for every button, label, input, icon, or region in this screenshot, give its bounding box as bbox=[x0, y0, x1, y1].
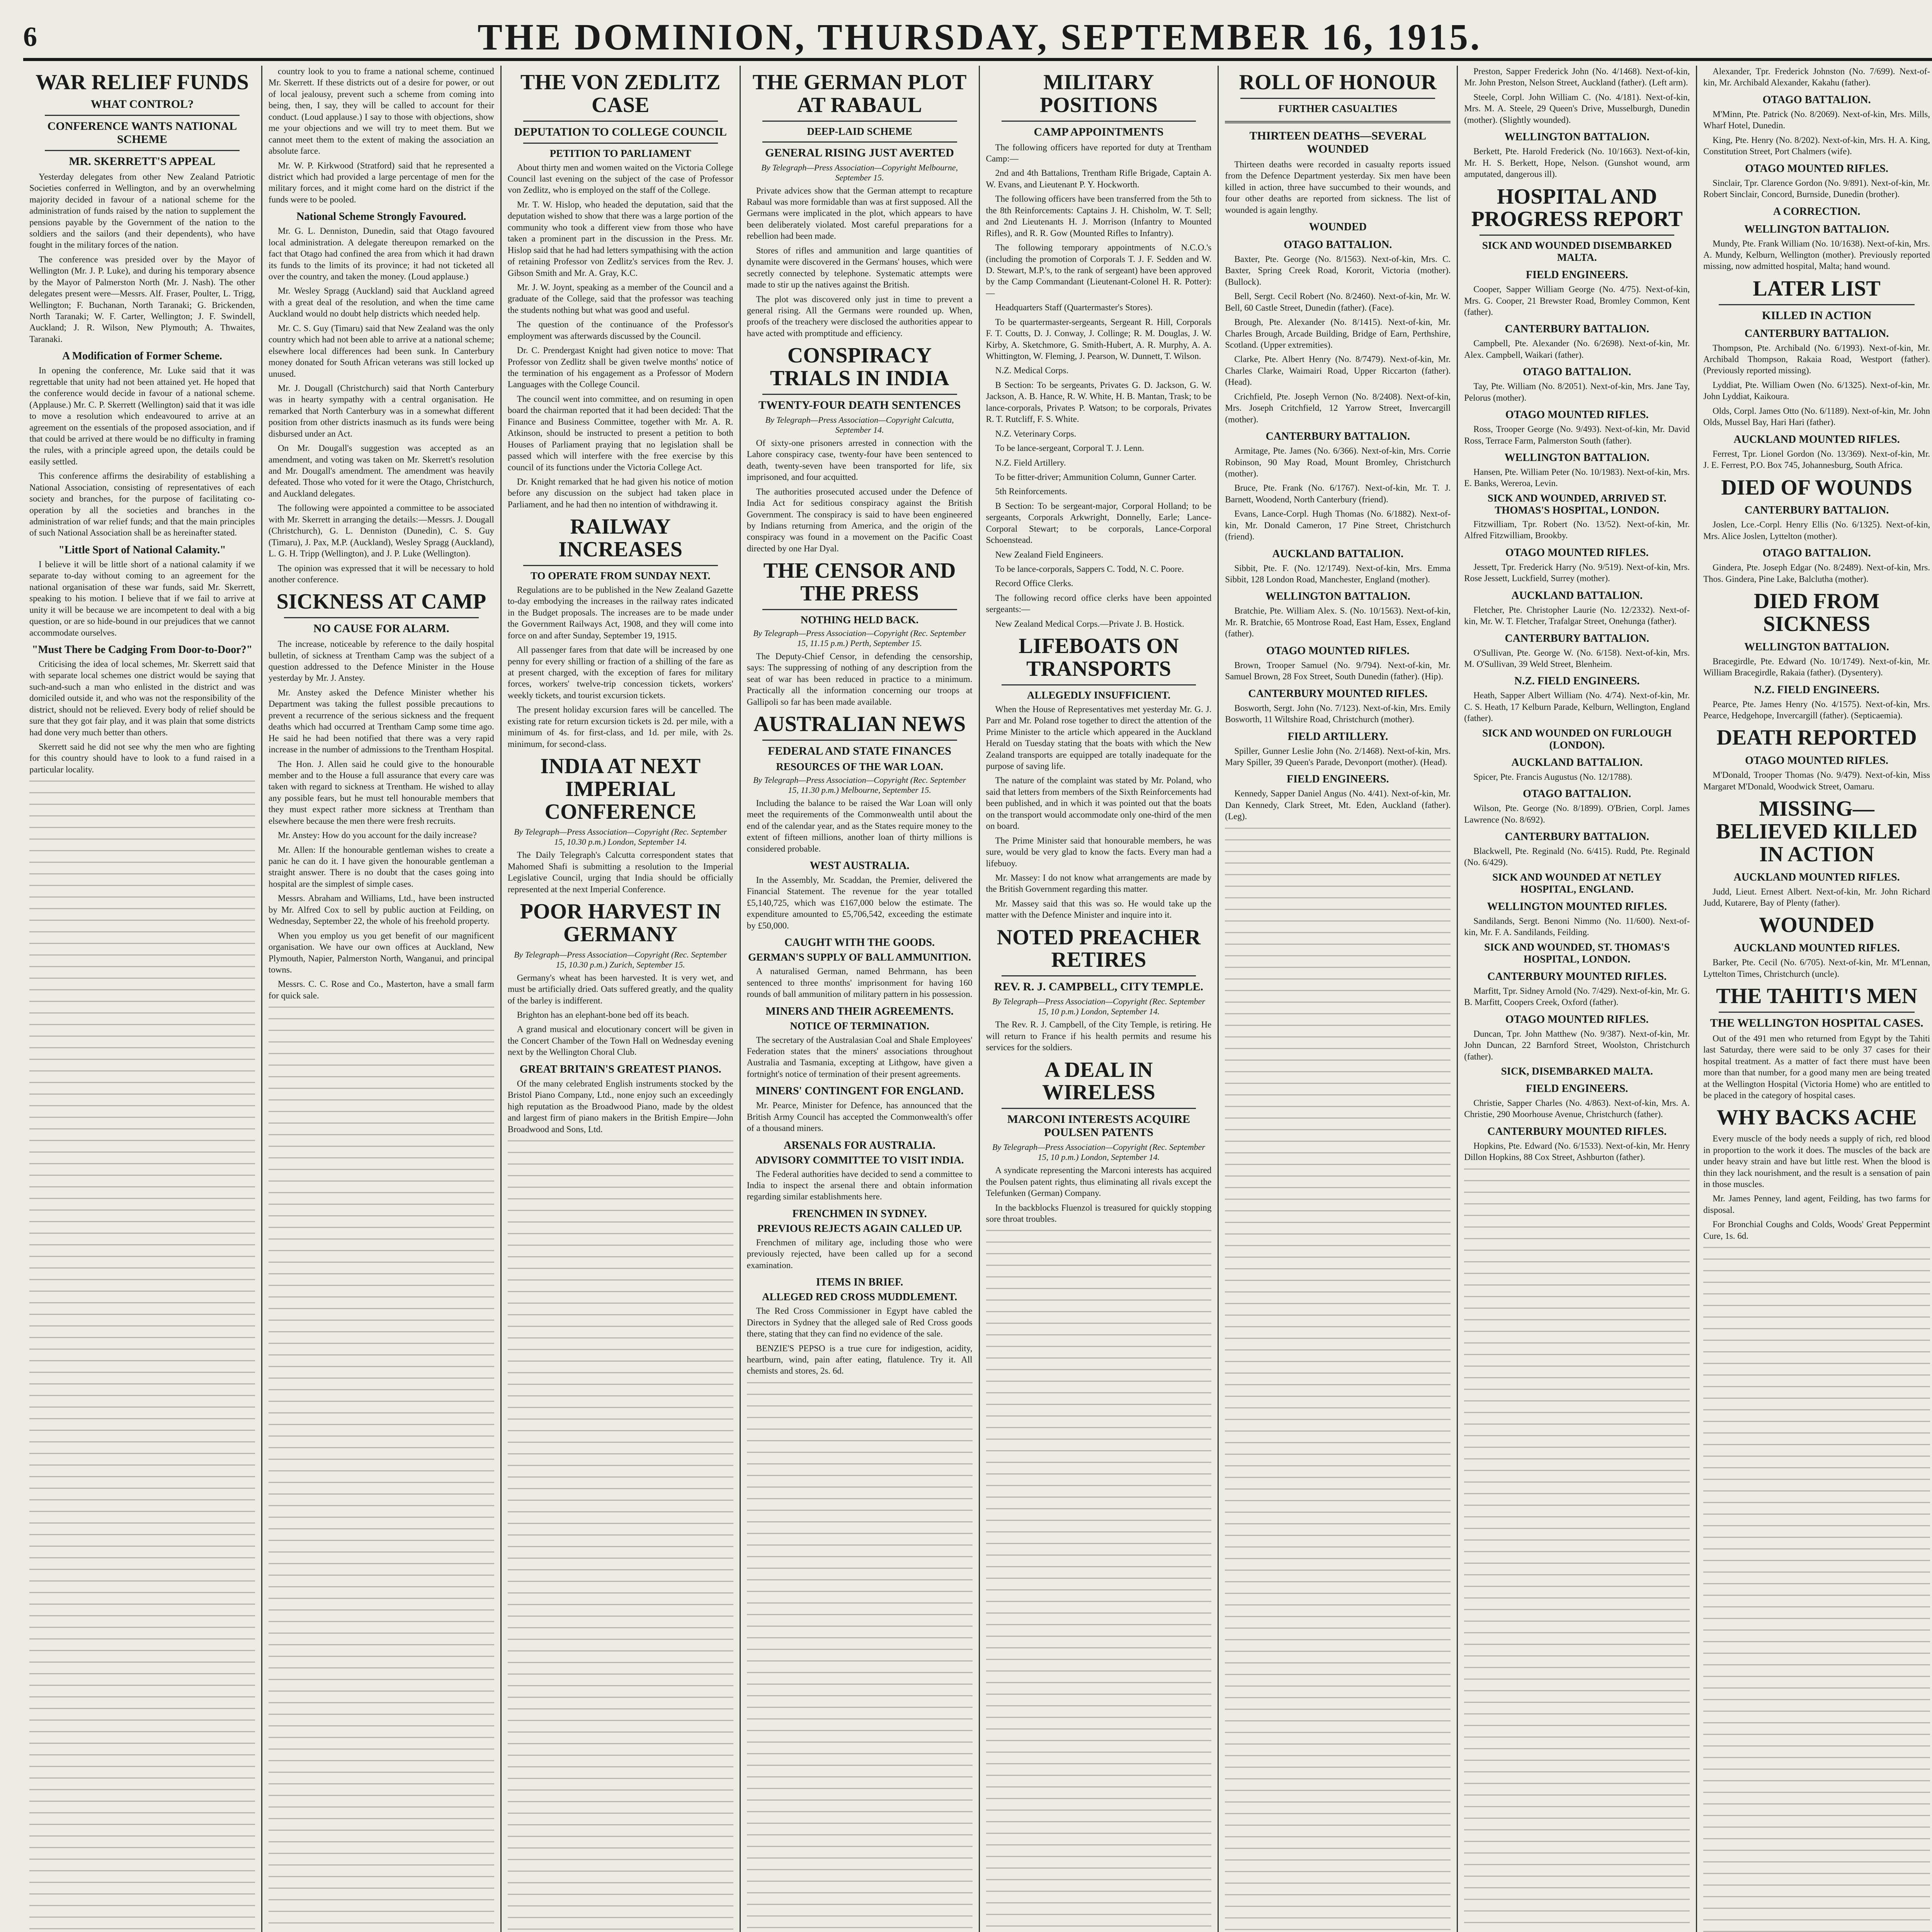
subheadline-small: PETITION TO PARLIAMENT bbox=[549, 147, 691, 159]
subheadline: WHAT CONTROL? bbox=[90, 97, 194, 111]
paragraph: To be fitter-driver; Ammunition Column, Gunner Carter. bbox=[995, 472, 1196, 482]
column-text-filler bbox=[508, 1138, 733, 1932]
paragraph: Mr. Anstey asked the Defence Minister whether his Department was taking the fullest possible precautions to prevent a recurrence of the serious sickness and the frequent deaths which had occurred at Trentham Camp some time ago. He said he had been notified that there was a very rapid increase in the number of admissions to the Trentham Hospital. bbox=[268, 687, 494, 755]
paragraph: I believe it will be little short of a national calamity if we separate to-day without coming to an agreement for the national organisation of these war funds, said Mr. Skerrett, speaking to his motion. I believe that if we fail to arrive at unity it will be because we are incompetent to deal with a big question, or are so hide-bound in our prejudices that we cannot accommodate ourselves. bbox=[29, 559, 255, 638]
subheadline-small: NOTHING HELD BACK. bbox=[800, 614, 919, 626]
column-text-filler bbox=[986, 1228, 1212, 1932]
newspaper-title: THE DOMINION, THURSDAY, SEPTEMBER 16, 1915. bbox=[478, 16, 1482, 58]
paragraph: Blackwell, Pte. Reginald (No. 6/415). Rudd, Pte. Reginald (No. 6/429). bbox=[1464, 846, 1690, 867]
paragraph: The following officers have reported for duty at Trentham Camp:— bbox=[986, 142, 1212, 164]
section-heading: WELLINGTON BATTALION. bbox=[1744, 223, 1889, 235]
paragraph: M'Minn, Pte. Patrick (No. 8/2069). Next-of-kin, Mrs. Mills, Wharf Hotel, Dunedin. bbox=[1703, 109, 1930, 131]
paragraph: Judd, Lieut. Ernest Albert. Next-of-kin, Mr. John Richard Judd, Kutarere, Bay of Plenty (father). bbox=[1703, 886, 1930, 908]
headline: ROLL OF HONOUR bbox=[1239, 70, 1437, 94]
paragraph: Record Office Clerks. bbox=[995, 578, 1073, 588]
divider-rule bbox=[284, 617, 479, 618]
divider-rule bbox=[523, 143, 718, 144]
paragraph: Crichfield, Pte. Joseph Vernon (No. 8/2408). Next-of-kin, Mrs. Joseph Critchfield, 12 Yarrow Street, Invercargill (mother). bbox=[1225, 391, 1451, 424]
subheadline-small: SICK AND WOUNDED AT NETLEY HOSPITAL, ENGLAND. bbox=[1492, 871, 1662, 895]
paragraph: Wilson, Pte. George (No. 8/1899). O'Brien, Corpl. James Lawrence (No. 8/692). bbox=[1464, 803, 1690, 825]
subheadline-small: NOTICE OF TERMINATION. bbox=[790, 1020, 929, 1032]
section-heading: FRENCHMEN IN SYDNEY. bbox=[792, 1208, 927, 1220]
divider-rule bbox=[1719, 304, 1915, 305]
headline: RAILWAY INCREASES bbox=[558, 515, 682, 562]
headline: THE GERMAN PLOT AT RABAUL bbox=[752, 70, 967, 117]
section-heading: AUCKLAND BATTALION. bbox=[1511, 756, 1643, 769]
paragraph: Mr. W. P. Kirkwood (Stratford) said that he represented a district which had provided a large percentage of men for the military forces, and it might come hard on the district if the funds were to be pooled. bbox=[268, 160, 494, 204]
column-6 bbox=[1219, 66, 1458, 1932]
paragraph: O'Sullivan, Pte. George W. (No. 6/158). Next-of-kin, Mrs. M. O'Sullivan, 39 Weld Street, Blenheim. bbox=[1464, 648, 1690, 669]
paragraph: Mr. J. W. Joynt, speaking as a member of the Council and a graduate of the College, said that the professor was teaching the students nothing but what was good and useful. bbox=[507, 282, 733, 315]
paragraph: Baxter, Pte. George (No. 8/1563). Next-of-kin, Mrs. C. Baxter, Spring Creek Road, Kororit, Victoria (mother). (Bullock). bbox=[1225, 254, 1451, 287]
section-heading: CAUGHT WITH THE GOODS. bbox=[784, 937, 935, 949]
paragraph: All passenger fares from that date will be increased by one penny for every shilling or fraction of a shilling of the fare as at present charged, with the exception of fares for military forces, workers' twelve-trip concession tickets, workers' weekly tickets, and tourist excursion tickets. bbox=[507, 645, 733, 700]
paragraph: Mr. G. L. Denniston, Dunedin, said that Otago favoured local administration. A delegate thereupon remarked on the fact that Otago had confined the area from which it had drawn its funds to the limits of its province; it had not ticketed all over the country, and taken the money. (Loud applause.) bbox=[268, 226, 494, 281]
subheadline-small: RESOURCES OF THE WAR LOAN. bbox=[776, 760, 943, 772]
paragraph: Brough, Pte. Alexander (No. 8/1415). Next-of-kin, Mr. Charles Brough, Arcade Building, Bridge of Earn, Perthshire, Scotland. (Upper extremities). bbox=[1225, 317, 1451, 350]
subheadline: GENERAL RISING JUST AVERTED bbox=[765, 146, 954, 159]
paragraph: Fletcher, Pte. Christopher Laurie (No. 12/2332). Next-of-kin, Mr. W. T. Fletcher, Trafalgar Street, Onehunga (father). bbox=[1464, 605, 1690, 626]
headline: HOSPITAL AND PROGRESS REPORT bbox=[1471, 184, 1683, 231]
paragraph: Marfitt, Tpr. Sidney Arnold (No. 7/429). Next-of-kin, Mr. G. B. Marfitt, Coopers Creek, Oxford (father). bbox=[1464, 986, 1690, 1007]
subheadline-small: FURTHER CASUALTIES bbox=[1278, 102, 1398, 114]
columns-container bbox=[23, 66, 1932, 1932]
paragraph: New Zealand Field Engineers. bbox=[995, 549, 1104, 560]
paragraph: In opening the conference, Mr. Luke said that it was regrettable that unity had not been attained yet. He hoped that the conference would decide in favour of a national scheme. (Applause.) Mr. C. P. Skerrett (Wellington) said that it was idle to move a resolution which endeavoured to arrive at an agreement on the essentials of the proposed association, and if that could be arrived at there would be no difficulty in framing the rules, with a principle agreed upon, the details could be easily settled. bbox=[29, 366, 255, 466]
paragraph: The Daily Telegraph's Calcutta correspondent states that Mahomed Shafi is submitting a resolution to the Imperial Legislative Council, urging that India should be officially represented at the next Imperial Conference. bbox=[507, 850, 733, 894]
divider-rule bbox=[762, 609, 957, 610]
section-heading: N.Z. FIELD ENGINEERS. bbox=[1514, 675, 1640, 687]
paragraph: Kennedy, Sapper Daniel Angus (No. 4/41). Next-of-kin, Mr. Dan Kennedy, Clark Street, Mt. Eden, Auckland (father). (Leg). bbox=[1225, 789, 1451, 821]
paragraph: The following temporary appointments of N.C.O.'s (including the promotion of Corporals T. J. F. Sedden and W. D. Stewart, M.P.'s, to the rank of sergeant) have been approved by the Camp Commandant (Lieutenant-Colonel H. R. Potter):— bbox=[986, 243, 1212, 298]
section-heading: CANTERBURY BATTALION. bbox=[1744, 504, 1889, 517]
paragraph: The opinion was expressed that it will be necessary to hold another conference. bbox=[268, 563, 494, 584]
divider-rule bbox=[1002, 684, 1196, 685]
headline: SICKNESS AT CAMP bbox=[276, 590, 486, 614]
paragraph: 2nd and 4th Battalions, Trentham Rifle Brigade, Captain A. W. Evans, and Lieutenant P. Y. Hockworth. bbox=[986, 168, 1212, 189]
headline: THE TAHITI'S MEN bbox=[1716, 984, 1917, 1009]
section-heading: OTAGO BATTALION. bbox=[1762, 94, 1871, 106]
section-heading: National Scheme Strongly Favoured. bbox=[296, 211, 466, 223]
paragraph: When you employ us you get benefit of our magnificent organisation. We have our own offices at Auckland, New Plymouth, Napier, Palmerston North, Wanganui, and principal towns. bbox=[268, 930, 494, 975]
paragraph: N.Z. Medical Corps. bbox=[995, 366, 1069, 376]
section-heading: OTAGO MOUNTED RIFLES. bbox=[1505, 546, 1649, 559]
paragraph: Criticising the idea of local schemes, Mr. Skerrett said that with separate local schemes one district would be saying that such-and-such a man who enlisted in the district and was domiciled outside it, and who was not the responsibility of the district, should not be relieved. Every body of relief should be sure that they got fair play, and it was plain that some districts had done very much better than others. bbox=[29, 659, 255, 737]
divider-rule bbox=[523, 121, 718, 122]
headline: DEATH REPORTED bbox=[1716, 726, 1917, 750]
paragraph: Dr. Knight remarked that he had given his notice of motion before any discussion on the subject had taken place in Parliament, and he had then no intention of withdrawing it. bbox=[507, 476, 733, 509]
paragraph: Joslen, Lce.-Corpl. Henry Ellis (No. 6/1325). Next-of-kin, Mrs. Alice Joslen, Lyttelton (mother). bbox=[1703, 520, 1930, 541]
subheadline-small: SICK AND WOUNDED ON FURLOUGH (LONDON). bbox=[1482, 727, 1672, 751]
paragraph: The plot was discovered only just in time to prevent a general rising. All the Germans were rounded up. When, proofs of the treachery were disclosed the authorities appear to have acted with promptitude and efficiency. bbox=[747, 294, 973, 338]
masthead bbox=[23, 15, 1932, 61]
section-heading: FIELD ENGINEERS. bbox=[1526, 1082, 1628, 1095]
divider-rule bbox=[1480, 235, 1674, 236]
paragraph: Messrs. C. C. Rose and Co., Masterton, have a small farm for quick sale. bbox=[268, 979, 494, 1000]
subheadline-small: SICK AND WOUNDED DISEMBARKED MALTA. bbox=[1482, 240, 1672, 264]
section-heading: AUCKLAND MOUNTED RIFLES. bbox=[1733, 871, 1900, 883]
subheadline: CAMP APPOINTMENTS bbox=[1034, 125, 1164, 138]
paragraph: Tay, Pte. William (No. 8/2051). Next-of-kin, Mrs. Jane Tay, Pelorus (mother). bbox=[1464, 381, 1690, 403]
paragraph: Evans, Lance-Corpl. Hugh Thomas (No. 6/1882). Next-of-kin, Mr. Donald Cameron, 17 Pine Street, Christchurch (friend). bbox=[1225, 509, 1451, 542]
section-heading: CANTERBURY BATTALION. bbox=[1505, 632, 1649, 645]
paragraph: The authorities prosecuted accused under the Defence of India Act for seditious conspiracy against the British Government. The conspiracy is said to have been engineered by Indians returning from America, and the origin of the conspiracy was found in a movement on the Pacific Coast directed by one Har Dyal. bbox=[747, 486, 973, 553]
paragraph: N.Z. Field Artillery. bbox=[995, 457, 1066, 468]
byline: By Telegraph—Press Association—Copyright (Rec. September 15, 10 p.m.) London, September 14. bbox=[992, 997, 1205, 1017]
paragraph: Ferrest, Tpr. Lionel Gordon (No. 13/369). Next-of-kin, Mr. J. E. Ferrest, P.O. Box 745, Johannesburg, South Africa. bbox=[1703, 449, 1930, 470]
section-heading: OTAGO MOUNTED RIFLES. bbox=[1266, 645, 1410, 657]
subheadline: KILLED IN ACTION bbox=[1762, 309, 1872, 322]
paragraph: Messrs. Abraham and Williams, Ltd., have been instructed by Mr. Alfred Cox to sell by public auction at Feilding, on Wednesday, September 22, the whole of his freehold property. bbox=[268, 893, 494, 926]
double-divider-rule bbox=[1225, 121, 1451, 123]
column-text-filler bbox=[29, 778, 255, 1932]
paragraph: B Section: To be sergeants, Privates G. D. Jackson, G. W. Jackson, A. B. Hance, R. W. White, H. B. Mantan, Trask; to be lance-corporals, Privates P. Watson; to be corporals, Privates R. T. Rutcliff, F. S. White. bbox=[986, 380, 1212, 424]
divider-rule bbox=[1240, 98, 1435, 99]
paragraph: Brown, Trooper Samuel (No. 9/794). Next-of-kin, Mr. Samuel Brown, 28 Fox Street, South Dunedin (father). (Hip). bbox=[1225, 660, 1451, 682]
paragraph: A grand musical and elocutionary concert will be given in the Concert Chamber of the Town Hall on Wednesday evening next by the Wellington Choral Club. bbox=[507, 1024, 733, 1057]
section-heading: OTAGO BATTALION. bbox=[1523, 366, 1631, 378]
byline: By Telegraph—Press Association—Copyright (Rec. September 15, 10.30 p.m.) Zurich, September 15. bbox=[514, 949, 727, 969]
section-heading: CANTERBURY MOUNTED RIFLES. bbox=[1487, 970, 1667, 983]
paragraph: country look to you to frame a national scheme, continued Mr. Skerrett. If these districts out of a desire for power, or out of local jealousy, prevent such a scheme from coming into being, then, I say, they will be called to account for their conduct. (Loud applause.) I say to those with objections, show me your objections and we will try to meet them. But we cannot meet them to the extent of making the association an absolute farce. bbox=[268, 66, 494, 156]
divider-rule bbox=[523, 565, 718, 566]
section-heading: WELLINGTON BATTALION. bbox=[1744, 641, 1889, 653]
paragraph: Bosworth, Sergt. John (No. 7/123). Next-of-kin, Mrs. Emily Bosworth, 11 Wiltshire Road, Christchurch (mother). bbox=[1225, 703, 1451, 724]
section-heading: CANTERBURY BATTALION. bbox=[1265, 430, 1410, 443]
paragraph: Headquarters Staff (Quartermaster's Stores). bbox=[995, 303, 1153, 313]
section-heading: WELLINGTON BATTALION. bbox=[1504, 452, 1650, 464]
headline: WAR RELIEF FUNDS bbox=[36, 70, 249, 94]
paragraph: Cooper, Sapper William George (No. 4/75). Next-of-kin, Mrs. G. Cooper, 21 Brewster Road, Bromley Common, Kent (father). bbox=[1464, 284, 1690, 317]
headline: WHY BACKS ACHE bbox=[1716, 1105, 1917, 1130]
paragraph: Ross, Trooper George (No. 9/493). Next-of-kin, Mr. David Ross, Terrace Farm, Palmerston South (father). bbox=[1464, 424, 1690, 446]
section-heading: CANTERBURY BATTALION. bbox=[1505, 323, 1649, 335]
paragraph: Mr. Pearce, Minister for Defence, has announced that the British Army Council has accepted the Commonwealth's offer of a thousand miners. bbox=[747, 1100, 973, 1133]
paragraph: Mr. Massey: I do not know what arrangements are made by the British Government regarding this matter. bbox=[986, 872, 1212, 894]
section-heading: FIELD ENGINEERS. bbox=[1526, 269, 1628, 281]
section-heading: AUCKLAND BATTALION. bbox=[1511, 589, 1643, 602]
paragraph: Mr. Allen: If the honourable gentleman wishes to create a panic he can do it. I have given the honourable gentleman a straight answer. There is no doubt that the cases going into hospital are the simplest of simple cases. bbox=[268, 845, 494, 889]
paragraph: A syndicate representing the Marconi interests has acquired the Poulsen patent rights, thus eliminating all rivals except the Telefunken (German) Company. bbox=[986, 1165, 1212, 1198]
paragraph: Bracegirdle, Pte. Edward (No. 10/1749). Next-of-kin, Mr. William Bracegirdle, Rakaia (father). (Dysentery). bbox=[1703, 656, 1930, 678]
section-heading: A Modification of Former Scheme. bbox=[62, 350, 222, 362]
byline: By Telegraph—Press Association—Copyright Calcutta, September 14. bbox=[765, 415, 954, 435]
subheadline-small: GERMAN'S SUPPLY OF BALL AMMUNITION. bbox=[748, 951, 971, 963]
paragraph: Frenchmen of military age, including those who were previously rejected, have been called up for a second examination. bbox=[747, 1237, 973, 1270]
column-text-filler bbox=[747, 1380, 973, 1932]
subheadline-small: TO OPERATE FROM SUNDAY NEXT. bbox=[531, 570, 711, 582]
paragraph: Spicer, Pte. Francis Augustus (No. 12/1788). bbox=[1473, 772, 1633, 782]
paragraph: Barker, Pte. Cecil (No. 6/705). Next-of-kin, Mr. M'Lennan, Lyttelton Times, Christchurch (uncle). bbox=[1703, 957, 1930, 979]
paragraph: Mr. Wesley Spragg (Auckland) said that Auckland agreed with a great deal of the resolution, and when the time came Auckland would no doubt help districts which needed help. bbox=[268, 286, 494, 319]
paragraph: Campbell, Pte. Alexander (No. 6/2698). Next-of-kin, Mr. Alex. Campbell, Waikari (father). bbox=[1464, 338, 1690, 360]
paragraph: The Red Cross Commissioner in Egypt have cabled the Directors in Sydney that the alleged sale of Red Cross goods there, stating that they can find no evidence of the sale. bbox=[747, 1306, 973, 1339]
paragraph: The Federal authorities have decided to send a committee to India to inspect the arsenal there and obtain information regarding similar establishments here. bbox=[747, 1169, 973, 1202]
paragraph: The secretary of the Australasian Coal and Shale Employees' Federation states that the miners' associations throughout Australia and Tasmania, excepting at Lithgow, have given a fortnight's notice of termination of their present agreements. bbox=[747, 1035, 973, 1079]
paragraph: N.Z. Veterinary Corps. bbox=[995, 429, 1077, 439]
paragraph: Bell, Sergt. Cecil Robert (No. 8/2460). Next-of-kin, Mr. W. Bell, 60 Castle Street, Dunedin (father). (Face). bbox=[1225, 291, 1451, 313]
paragraph: Pearce, Pte. James Henry (No. 4/1575). Next-of-kin, Mrs. Pearce, Hedgehope, Invercargill (father). (Septicaemia). bbox=[1703, 699, 1930, 720]
section-heading: MINERS AND THEIR AGREEMENTS. bbox=[765, 1005, 954, 1017]
headline: LIFEBOATS ON TRANSPORTS bbox=[1019, 634, 1179, 681]
paragraph: Olds, Corpl. James Otto (No. 6/1189). Next-of-kin, Mr. John Olds, Mussel Bay, Hari Hari (father). bbox=[1703, 406, 1930, 427]
paragraph: On Mr. Dougall's suggestion was accepted as an amendment, and voting was taken on Mr. Skerrett's resolution and Mr. Dougall's amendment. The amendment was heavily defeated. Those who voted for it were the Otago, Christchurch, and Auckland delegates. bbox=[268, 443, 494, 498]
page-number: 6 bbox=[23, 21, 37, 52]
divider-rule bbox=[762, 740, 957, 741]
paragraph: Mundy, Pte. Frank William (No. 10/1638). Next-of-kin, Mrs. A. Mundy, Kelburn, Wellington (mother). Previously reported missing, now admitted hospital, Malta; hand wound. bbox=[1703, 238, 1930, 271]
paragraph: BENZIE'S PEPSO is a true cure for indigestion, acidity, heartburn, wind, pain after eating, flatulence. Try it. All chemists and stores, 2s. 6d. bbox=[747, 1343, 973, 1376]
section-heading: AUCKLAND MOUNTED RIFLES. bbox=[1733, 942, 1900, 954]
paragraph: Thirteen deaths were recorded in casualty reports issued from the Defence Department yesterday. Six men have been killed in action, three have succumbed to their wounds, and four other deaths are reported from sickness. The list of wounded is again lengthy. bbox=[1225, 159, 1451, 215]
paragraph: Gindera, Pte. Joseph Edgar (No. 8/2489). Next-of-kin, Mrs. Thos. Gindera, Pine Lake, Balclutha (mother). bbox=[1703, 563, 1930, 584]
paragraph: The following record office clerks have been appointed sergeants:— bbox=[986, 593, 1212, 614]
paragraph: Of sixty-one prisoners arrested in connection with the Lahore conspiracy case, twenty-four have been sentenced to death, twenty-seven have been transported for life, six imprisoned, and four acquitted. bbox=[747, 438, 973, 482]
section-heading: OTAGO MOUNTED RIFLES. bbox=[1505, 1013, 1649, 1026]
paragraph: To be lance-sergeant, Corporal T. J. Lenn. bbox=[995, 443, 1144, 453]
paragraph: The Prime Minister said that honourable members, he was sure, would be very glad to know the facts. Every man had a lifebuoy. bbox=[986, 835, 1212, 868]
divider-rule bbox=[1002, 121, 1196, 122]
section-heading: WELLINGTON BATTALION. bbox=[1265, 590, 1410, 603]
subheadline: TWENTY-FOUR DEATH SENTENCES bbox=[758, 398, 961, 412]
headline: A DEAL IN WIRELESS bbox=[1042, 1058, 1155, 1105]
paragraph: Mr. C. S. Guy (Timaru) said that New Zealand was the only country which had not been able to arrive at a national scheme; elsewhere local differences had been sunk. In Canterbury money donated for South African veterans was still locked up unused. bbox=[268, 323, 494, 379]
paragraph: Including the balance to be raised the War Loan will only meet the requirements of the Commonwealth until about the end of the calendar year, and as the States require money to the extent of fifteen millions, another loan of thirty millions is considered probable. bbox=[747, 798, 973, 854]
paragraph: B Section: To be sergeant-major, Corporal Holland; to be sergeants, Corporals Arkwright, Donnelly, Earle; Lance-Corporal Stewart; to be corporals, Lance-Corporal Schoenstead. bbox=[986, 501, 1212, 545]
section-heading: CANTERBURY BATTALION. bbox=[1744, 327, 1889, 340]
paragraph: To be quartermaster-sergeants, Sergeant R. Hill, Corporals F. T. Coutts, D. J. Conway, J. Collinge; R. M. Douglas, J. W. Kirby, A. Sketchmore, G. Smith-Hubert, A. R. Murphy, A. A. Whittington, W. Fleming, J. Pearson, W. Dunnett, T. Wilson. bbox=[986, 317, 1212, 361]
section-heading: AUCKLAND MOUNTED RIFLES. bbox=[1733, 433, 1900, 446]
paragraph: Preston, Sapper Frederick John (No. 4/1468). Next-of-kin, Mr. John Preston, Nelson Street, Auckland (father). (Left arm). bbox=[1464, 66, 1690, 88]
paragraph: Bratchie, Pte. William Alex. S. (No. 10/1563). Next-of-kin, Mr. R. Bratchie, 65 Montrose Road, East Ham, Essex, England (father). bbox=[1225, 606, 1451, 639]
headline: INDIA AT NEXT IMPERIAL CONFERENCE bbox=[540, 754, 701, 824]
subheadline: DEPUTATION TO COLLEGE COUNCIL bbox=[514, 125, 727, 138]
section-heading: OTAGO BATTALION. bbox=[1523, 788, 1631, 800]
paragraph: Berkett, Pte. Harold Frederick (No. 10/1663). Next-of-kin, Mr. H. S. Berkett, Hope, Nelson. (Gunshot wound, arm amputated, dangerous ill). bbox=[1464, 146, 1690, 179]
paragraph: For Bronchial Coughs and Colds, Woods' Great Peppermint Cure, 1s. 6d. bbox=[1703, 1219, 1930, 1241]
headline: WOUNDED bbox=[1759, 913, 1874, 937]
column-1 bbox=[23, 66, 262, 1932]
divider-rule bbox=[1002, 975, 1196, 976]
column-text-filler bbox=[1464, 1166, 1690, 1932]
subheadline-small: ADVISORY COMMITTEE TO VISIT INDIA. bbox=[755, 1154, 964, 1166]
paragraph: The increase, noticeable by reference to the daily hospital bulletin, of sickness at Trentham Camp was the subject of a question addressed to the Defence Minister in the House yesterday by Mr. J. Anstey. bbox=[268, 639, 494, 683]
paragraph: M'Donald, Trooper Thomas (No. 9/479). Next-of-kin, Miss Margaret M'Donald, Woodwick Street, Oamaru. bbox=[1703, 770, 1930, 791]
byline: By Telegraph—Press Association—Copyright (Rec. September 15, 10 p.m.) London, September 14. bbox=[992, 1142, 1205, 1162]
subheadline: REV. R. J. CAMPBELL, CITY TEMPLE. bbox=[994, 980, 1204, 993]
section-heading: GREAT BRITAIN'S GREATEST PIANOS. bbox=[519, 1063, 721, 1075]
section-heading: WOUNDED bbox=[1309, 221, 1367, 233]
paragraph: The nature of the complaint was stated by Mr. Poland, who said that letters from members of the Sixth Reinforcements had been published, and in which it was pointed out that the boats on the transport would accommodate only one-third of the men on board. bbox=[986, 776, 1212, 831]
headline: CONSPIRACY TRIALS IN INDIA bbox=[770, 344, 949, 391]
paragraph: The question of the continuance of the Professor's employment was afterwards discussed by the Council. bbox=[507, 320, 733, 341]
paragraph: Out of the 491 men who returned from Egypt by the Tahiti last Saturday, there were said to be only 37 cases for their hospital treatment. As a matter of fact there must have been more than that number, for a good many men are being treated at the Wellington Hospital (Victoria Home) who are entitled to be placed in the category of hospital cases. bbox=[1703, 1033, 1930, 1100]
paragraph: When the House of Representatives met yesterday Mr. G. J. Parr and Mr. Poland rose together to direct the attention of the Prime Minister to the article which appeared in the Auckland Herald on Tuesday stating that the boats with which the New Zealand transports are equipped are totally inadequate for the purpose of saving life. bbox=[986, 704, 1212, 771]
subheadline: FEDERAL AND STATE FINANCES bbox=[768, 744, 951, 757]
paragraph: This conference affirms the desirability of establishing a National Association, consisting of representatives of each society and branches, for the purpose of facilitating co-operation by all the societies and branches in the administration of war relief funds; and that the main principles of such National Association shall be as hereinafter stated. bbox=[29, 471, 255, 538]
headline: DIED OF WOUNDS bbox=[1721, 475, 1912, 500]
section-heading: CANTERBURY MOUNTED RIFLES. bbox=[1248, 687, 1428, 700]
byline: By Telegraph—Press Association—Copyright (Rec. September 15, 11.15 p.m.) Perth, September 15. bbox=[753, 628, 966, 648]
headline: MISSING—BELIEVED KILLED IN ACTION bbox=[1716, 797, 1918, 866]
subheadline-small: ALLEGEDLY INSUFFICIENT. bbox=[1027, 689, 1170, 701]
column-2 bbox=[262, 66, 502, 1932]
column-3 bbox=[502, 66, 741, 1932]
subheadline-small: SICK, DISEMBARKED MALTA. bbox=[1501, 1065, 1653, 1077]
subheadline-small: DEEP-LAID SCHEME bbox=[807, 125, 912, 137]
section-heading: ITEMS IN BRIEF. bbox=[816, 1276, 903, 1289]
paragraph: Skerrett said he did not see why the men who are fighting for this country should have to look to a fund raised in a particular locality. bbox=[29, 742, 255, 774]
paragraph: Fitzwilliam, Tpr. Robert (No. 13/52). Next-of-kin, Mr. Alfred Fitzwilliam, Brookby. bbox=[1464, 519, 1690, 541]
paragraph: The council went into committee, and on resuming in open board the chairman reported that it had been decided: That the Finance and Business Committee, together with Mr. A. R. Atkinson, should be instructed to present a petition to both Houses of Parliament praying that no legislation shall be passed which will interfere with the free exercise by this council of its functions under the Victoria College Act. bbox=[507, 394, 733, 472]
section-heading: OTAGO BATTALION. bbox=[1762, 547, 1871, 560]
paragraph: The present holiday excursion fares will be cancelled. The existing rate for return excursion tickets is 2d. per mile, with a minimum of 4s. for first-class, and 1d. per mile, with 2s. minimum, for second-class. bbox=[507, 705, 733, 749]
byline: By Telegraph—Press Association—Copyright Melbourne, September 15. bbox=[761, 162, 958, 182]
paragraph: The following officers have been transferred from the 5th to the 8th Reinforcements: Captains J. H. Chisholm, W. T. Sell; and 2nd Lieutenants H. J. Morrison (Infantry to Mounted Rifles), and R. R. Gow (Mounted Rifles to Infantry). bbox=[986, 194, 1212, 238]
paragraph: Hopkins, Pte. Edward (No. 6/1533). Next-of-kin, Mr. Henry Dillon Hopkins, 88 Cox Street, Ashburton (father). bbox=[1464, 1141, 1690, 1162]
section-heading: OTAGO MOUNTED RIFLES. bbox=[1745, 162, 1888, 175]
section-heading: CANTERBURY MOUNTED RIFLES. bbox=[1487, 1125, 1667, 1138]
section-heading: FIELD ARTILLERY. bbox=[1287, 730, 1388, 743]
paragraph: Regulations are to be published in the New Zealand Gazette to-day embodying the increases in the railway rates indicated in the Budget proposals. The increases are to be made under the Government Railways Act, 1908, and they will come into force on and after Sunday, September 19, 1915. bbox=[507, 585, 733, 640]
paragraph: Sandilands, Sergt. Benoni Nimmo (No. 11/600). Next-of-kin, Mr. F. A. Sandilands, Feilding. bbox=[1464, 916, 1690, 937]
headline: NOTED PREACHER RETIRES bbox=[997, 925, 1201, 972]
divider-rule bbox=[762, 121, 957, 122]
headline: THE VON ZEDLITZ CASE bbox=[520, 70, 721, 117]
column-7 bbox=[1458, 66, 1697, 1932]
subheadline: THIRTEEN DEATHS—SEVERAL WOUNDED bbox=[1249, 129, 1427, 155]
divider-rule bbox=[45, 150, 240, 151]
section-heading: CANTERBURY BATTALION. bbox=[1505, 831, 1649, 843]
paragraph: King, Pte. Henry (No. 8/202). Next-of-kin, Mrs. H. A. King, Constitution Street, Port Chalmers (wife). bbox=[1703, 135, 1930, 156]
paragraph: Germany's wheat has been harvested. It is very wet, and must be artificially dried. Oats suffered greatly, and the quality of the barley is indifferent. bbox=[507, 973, 733, 1005]
divider-rule bbox=[1002, 1108, 1196, 1109]
paragraph: Brighton has an elephant-bone bed off its beach. bbox=[517, 1010, 689, 1020]
subheadline: MR. SKERRETT'S APPEAL bbox=[69, 155, 216, 168]
column-5 bbox=[980, 66, 1219, 1932]
paragraph: Mr. J. Dougall (Christchurch) said that North Canterbury was in hearty sympathy with a central organisation. He remarked that North Canterbury was in a somewhat different position from other districts inasmuch as its funds were being disbursed under an Act. bbox=[268, 383, 494, 439]
column-8 bbox=[1697, 66, 1932, 1932]
paragraph: About thirty men and women waited on the Victoria College Council last evening on the subject of the case of Professor von Zedlitz, who is employed on the staff of the College. bbox=[507, 162, 733, 195]
section-heading: ARSENALS FOR AUSTRALIA. bbox=[784, 1139, 935, 1151]
paragraph: Bruce, Pte. Frank (No. 6/1767). Next-of-kin, Mr. T. J. Barnett, Woodend, North Canterbury (friend). bbox=[1225, 483, 1451, 504]
section-heading: WELLINGTON MOUNTED RIFLES. bbox=[1487, 900, 1667, 913]
byline: By Telegraph—Press Association—Copyright (Rec. September 15, 10.30 p.m.) London, September 14. bbox=[514, 827, 727, 847]
paragraph: Alexander, Tpr. Frederick Johnston (No. 7/699). Next-of-kin, Mr. Archibald Alexander, Kakahu (father). bbox=[1703, 66, 1930, 88]
subheadline-small: SICK AND WOUNDED, ARRIVED ST. THOMAS'S HOSPITAL, LONDON. bbox=[1487, 492, 1667, 516]
section-heading: AUCKLAND BATTALION. bbox=[1272, 548, 1404, 560]
section-heading: FIELD ENGINEERS. bbox=[1287, 773, 1389, 786]
divider-rule bbox=[762, 394, 957, 395]
paragraph: In the Assembly, Mr. Scaddan, the Premier, delivered the Financial Statement. The revenue for the year totalled £5,140,725, which was £167,000 below the estimate. The expenditure amounted to £5,706,542, exceeding the estimate by £50,000. bbox=[747, 875, 973, 930]
paragraph: Steele, Corpl. John William C. (No. 4/181). Next-of-kin, Mrs. M. A. Steele, 29 Queen's Drive, Musselburgh, Dunedin (mother). (Slightly wounded). bbox=[1464, 92, 1690, 125]
section-heading: N.Z. FIELD ENGINEERS. bbox=[1754, 684, 1879, 696]
subheadline: MARCONI INTERESTS ACQUIRE POULSEN PATENTS bbox=[1007, 1113, 1190, 1139]
paragraph: Mr. T. W. Hislop, who headed the deputation, said that the deputation wished to show that there was a large portion of the community who took a different view from those who have taken a prominent part in the discussion in the Press. Mr. Hislop said that he had had letters sympathising with the action of retaining Professor von Zedlitz's services from the Rev. J. Gibson Smith and Mr. A. Gray, K.C. bbox=[507, 199, 733, 278]
paragraph: The conference was presided over by the Mayor of Wellington (Mr. J. P. Luke), and during his temporary absence by the Mayor of Palmerston North (Mr. J. Nash). The other delegates present were—Messrs. Alf. Fraser, Poulter, L. Trigg, Wellington; F. Buchanan, North Taranaki; G. Brickenden, North Taranaki; W. F. Carter, Wellington; J. F. Swindell, Auckland; J. R. Wilson, New Plymouth; A. Thwaites, Taranaki. bbox=[29, 254, 255, 344]
headline: LATER LIST bbox=[1753, 276, 1881, 301]
paragraph: Dr. C. Prendergast Knight had given notice to move: That Professor von Zedlitz shall be given twelve months' notice of the termination of his engagement as a Professor of Modern Languages with the College Council. bbox=[507, 345, 733, 389]
headline: AUSTRALIAN NEWS bbox=[753, 712, 966, 736]
paragraph: The following were appointed a committee to be associated with Mr. Skerrett in arranging the details:—Messrs. J. Dougall (Christchurch), G. L. Denniston (Dunedin), C. S. Guy (Timaru), J. Pax, M.P. (Auckland), Wesley Spragg (Auckland), L. G. H. Tripp (Wellington), and J. P. Luke (Wellington). bbox=[268, 503, 494, 559]
paragraph: Sinclair, Tpr. Clarence Gordon (No. 9/891). Next-of-kin, Mr. Robert Sinclair, Concord, Burnside, Dunedin (brother). bbox=[1703, 178, 1930, 199]
paragraph: Hansen, Pte. William Peter (No. 10/1983). Next-of-kin, Mrs. E. Banks, Wereroa, Levin. bbox=[1464, 467, 1690, 488]
paragraph: Every muscle of the body needs a supply of rich, red blood in proportion to the work it does. The muscles of the back are under heavy strain and have but little rest. When the blood is thin they lack nourishment, and the result is a sensation of pain in those muscles. bbox=[1703, 1134, 1930, 1189]
section-heading: OTAGO MOUNTED RIFLES. bbox=[1505, 409, 1649, 421]
headline: MILITARY POSITIONS bbox=[1039, 70, 1158, 117]
byline: By Telegraph—Press Association—Copyright (Rec. September 15, 11.30 p.m.) Melbourne, September 15. bbox=[753, 775, 966, 795]
paragraph: A naturalised German, named Behrmann, has been sentenced to three months' imprisonment for having 160 rounds of ball ammunition of military pattern in his possession. bbox=[747, 966, 973, 999]
paragraph: In the backblocks Fluenzol is treasured for quickly stopping sore throat troubles. bbox=[986, 1202, 1212, 1224]
paragraph: Clarke, Pte. Albert Henry (No. 8/7479). Next-of-kin, Mr. Charles Clarke, Waimairi Road, Upper Riccarton (father). (Head). bbox=[1225, 354, 1451, 387]
paragraph: The Deputy-Chief Censor, in defending the censorship, says: The suppressing of nothing of any description from the seat of war has been reduced in practice to a minimum. Practically all the information concerning our troops at Gallipoli so far has been made available. bbox=[747, 651, 973, 707]
section-heading: WELLINGTON BATTALION. bbox=[1504, 131, 1650, 143]
paragraph: Armitage, Pte. James (No. 6/366). Next-of-kin, Mrs. Corrie Robinson, 90 May Road, Mount Bromley, Christchurch (mother). bbox=[1225, 446, 1451, 478]
headline: POOR HARVEST IN GERMANY bbox=[520, 900, 721, 946]
column-text-filler bbox=[1703, 1245, 1930, 1932]
paragraph: Private advices show that the German attempt to recapture Rabaul was more formidable than was at first supposed. All the Germans were implicated in the plot, which appears to have been deliberately violated. Most careful preparations for a rebellion had been made. bbox=[747, 185, 973, 241]
paragraph: Mr. Anstey: How do you account for the daily increase? bbox=[277, 830, 477, 840]
subheadline: CONFERENCE WANTS NATIONAL SCHEME bbox=[47, 119, 237, 146]
paragraph: To be lance-corporals, Sappers C. Todd, N. C. Poore. bbox=[995, 564, 1184, 574]
paragraph: Of the many celebrated English instruments stocked by the Bristol Piano Company, Ltd., none enjoy such an exceedingly high reputation as the Broadwood Piano, made by the oldest and largest firm of piano makers in the British Empire—John Broadwood and Sons, Ltd. bbox=[507, 1078, 733, 1134]
section-heading: OTAGO MOUNTED RIFLES. bbox=[1745, 755, 1888, 767]
section-heading: "Little Sport of National Calamity." bbox=[58, 544, 226, 556]
paragraph: Stores of rifles and ammunition and large quantities of dynamite were discovered in the Germans' houses, which were secretly connected by telephone. Systematic attempts were made to stir up the natives against the British. bbox=[747, 245, 973, 290]
subheadline-small: ALLEGED RED CROSS MUDDLEMENT. bbox=[762, 1291, 957, 1303]
paragraph: New Zealand Medical Corps.—Private J. B. Hostick. bbox=[995, 619, 1184, 629]
subheadline-small: SICK AND WOUNDED, ST. THOMAS'S HOSPITAL, LONDON. bbox=[1484, 941, 1670, 965]
paragraph: Yesterday delegates from other New Zealand Patriotic Societies conferred in Wellington, and by an overwhelming majority decided in favour of a national scheme for the administration of funds raised by the nation to supplement the pensions payable by the Government of the nation to the soldiers and the sailors (and their dependents), who have fought in the military forces of the nation. bbox=[29, 172, 255, 250]
subheadline-small: PREVIOUS REJECTS AGAIN CALLED UP. bbox=[757, 1222, 962, 1234]
section-heading: WEST AUSTRALIA. bbox=[810, 860, 910, 872]
column-text-filler bbox=[1225, 825, 1451, 1932]
subheadline: THE WELLINGTON HOSPITAL CASES. bbox=[1710, 1016, 1923, 1029]
paragraph: Mr. Massey said that this was so. He would take up the matter with the Defence Minister and inquire into it. bbox=[986, 898, 1212, 920]
section-heading: "Must There be Cadging From Door-to-Door?" bbox=[32, 643, 253, 656]
paragraph: Spiller, Gunner Leslie John (No. 2/1468). Next-of-kin, Mrs. Mary Spiller, 39 Queen's Parade, Devonport (mother). (Head). bbox=[1225, 746, 1451, 767]
divider-rule bbox=[762, 141, 957, 143]
paragraph: Heath, Sapper Albert William (No. 4/74). Next-of-kin, Mr. C. S. Heath, 17 Kelburn Parade, Kelburn, Wellington, England (father). bbox=[1464, 690, 1690, 723]
paragraph: Lyddiat, Pte. William Owen (No. 6/1325). Next-of-kin, Mr. John Lyddiat, Kaikoura. bbox=[1703, 380, 1930, 401]
section-heading: A CORRECTION. bbox=[1773, 205, 1861, 218]
paragraph: 5th Reinforcements. bbox=[995, 486, 1068, 497]
paragraph: Thompson, Pte. Archibald (No. 6/1993). Next-of-kin, Mr. Archibald Thompson, Rakaia Road, Westport (father). (Previously reported missing). bbox=[1703, 343, 1930, 376]
section-heading: OTAGO BATTALION. bbox=[1284, 238, 1392, 251]
paragraph: Mr. James Penney, land agent, Feilding, has two farms for disposal. bbox=[1703, 1194, 1930, 1215]
subheadline: NO CAUSE FOR ALARM. bbox=[313, 622, 449, 635]
headline: THE CENSOR AND THE PRESS bbox=[763, 559, 956, 606]
paragraph: Duncan, Tpr. John Matthew (No. 9/387). Next-of-kin, Mr. John Duncan, 22 Barnford Street, Woolston, Christchurch (father). bbox=[1464, 1029, 1690, 1061]
divider-rule bbox=[1719, 1012, 1915, 1013]
section-heading: MINERS' CONTINGENT FOR ENGLAND. bbox=[755, 1085, 964, 1097]
paragraph: Christie, Sapper Charles (No. 4/863). Next-of-kin, Mrs. A. Christie, 290 Moorhouse Avenue, Christchurch (father). bbox=[1464, 1098, 1690, 1119]
column-4 bbox=[741, 66, 980, 1932]
paragraph: The Hon. J. Allen said he could give to the honourable member and to the House a full assurance that every care was taken with regard to sickness at Trentham. He wished to allay any possible fears, but he must tell honourable members that they must expect rather more sickness at Trentham than elsewhere because the men there were fresh recruits. bbox=[268, 759, 494, 826]
headline: DIED FROM SICKNESS bbox=[1754, 589, 1880, 636]
divider-rule bbox=[45, 115, 240, 116]
column-text-filler bbox=[269, 1004, 494, 1932]
paragraph: The Rev. R. J. Campbell, of the City Temple, is retiring. He will return to France if his health permits and resume his services for the soldiers. bbox=[986, 1020, 1212, 1053]
paragraph: Jessett, Tpr. Frederick Harry (No. 9/519). Next-of-kin, Mrs. Rose Jessett, Luckfield, Surrey (mother). bbox=[1464, 562, 1690, 583]
paragraph: Sibbit, Pte. F. (No. 12/1749). Next-of-kin, Mrs. Emma Sibbit, 128 London Road, Manchester, England (mother). bbox=[1225, 563, 1451, 585]
